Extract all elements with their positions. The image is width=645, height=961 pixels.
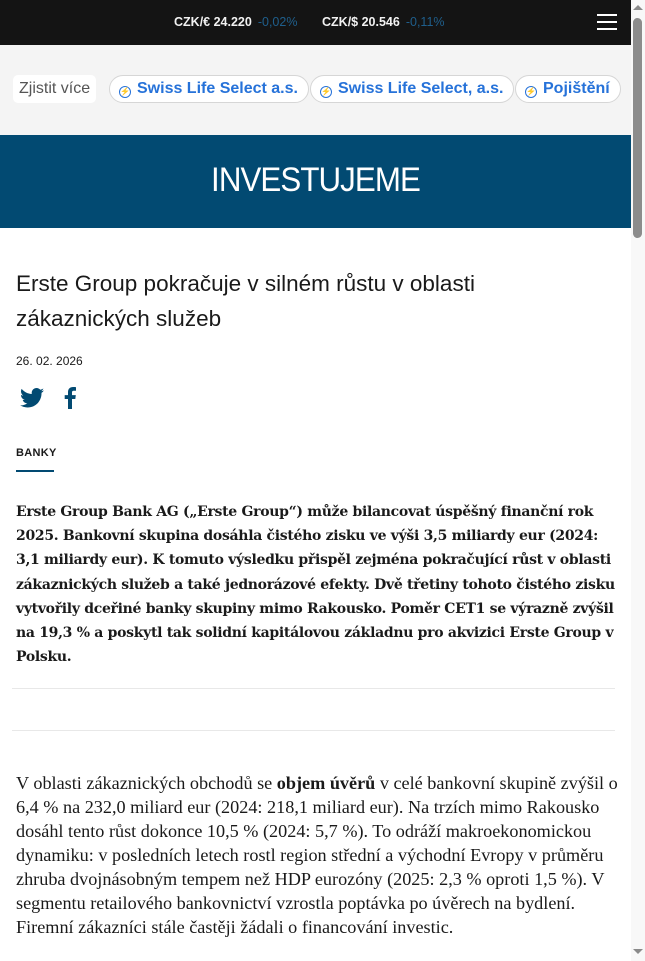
scroll-up-arrow-icon[interactable] bbox=[633, 5, 643, 10]
rate-usd-change: -0,11% bbox=[405, 15, 445, 29]
rate-usd-value: CZK/$ 20.546 bbox=[322, 15, 400, 29]
vertical-scrollbar[interactable] bbox=[631, 0, 645, 961]
bolt-circle-icon: ⚡ bbox=[526, 87, 536, 96]
chip-pojisteni[interactable] bbox=[515, 75, 621, 103]
chip-label: Pojištění bbox=[543, 80, 610, 97]
article-date: 26. 02. 2026 bbox=[16, 354, 83, 368]
divider bbox=[12, 730, 615, 731]
currency-ticker-bar bbox=[0, 0, 631, 45]
twitter-icon[interactable] bbox=[20, 388, 44, 408]
article-lead: Erste Group Bank AG („Erste Group“) může bilancovat úspěšný finanční rok 2025. Bankovní skupina dosáhla čistého zisku ve výši 3,5 miliardy eur (2024: 3,1 miliardy eur). K tomuto výsledku přispěl zejména pokračující růst v oblasti zákaznických služeb a také jednorázové efekty. Dvě třetiny tohoto čistého zisku vytvořily dceřiné banky skupiny mimo Rakousko. Poměr CET1 se výrazně zvýšil na 19,3 % a poskytl tak solidní kapitálovou základnu pro akvizici Erste Group v Polsku. bbox=[16, 504, 615, 666]
divider bbox=[12, 688, 615, 689]
learn-more-label: Zjistit více bbox=[13, 75, 96, 103]
chip-label: Swiss Life Select, a.s. bbox=[338, 80, 504, 97]
article-title: Erste Group pokračuje v silném růstu v oblasti zákaznických služeb bbox=[16, 271, 475, 331]
article-paragraph bbox=[16, 771, 621, 939]
paragraph-bold-text: objem úvěrů bbox=[276, 773, 376, 793]
chip-swiss-life-select-as[interactable] bbox=[310, 75, 514, 103]
chip-swiss-life-select[interactable] bbox=[109, 75, 309, 103]
category-tag-banky[interactable]: BANKY bbox=[16, 447, 57, 459]
tag-underline bbox=[16, 470, 54, 472]
hamburger-icon[interactable] bbox=[597, 14, 617, 31]
paragraph-text: v celé bankovní skupině zvýšil o 6,4 % na 232,0 miliard eur (2024: 218,1 miliard eur). Na trzích mimo Rakousko dosáhl tento růst dokonce 10,5 % (2024: 5,7 %). To odráží makroekonomickou dynamiku: v posledních letech rostl region střední a východní Evropy v průměru zhruba dvojnásobným tempem než HDP eurozóny (2025: 2,3 % oproti 1,5 %). V segmentu retailového bankovnictví vzrostla poptávka po úvěrech na bydlení. Firemní zákazníci stále častěji žádali o financování investic. bbox=[16, 773, 618, 937]
brand-banner bbox=[0, 135, 631, 228]
rate-eur-value: CZK/€ 24.220 bbox=[174, 15, 252, 29]
scroll-thumb[interactable] bbox=[633, 18, 642, 238]
bolt-circle-icon: ⚡ bbox=[321, 87, 331, 96]
rate-eur-change: -0,02% bbox=[257, 15, 298, 29]
facebook-icon[interactable] bbox=[62, 387, 78, 409]
chip-label: Swiss Life Select a.s. bbox=[137, 80, 298, 97]
rate-eur bbox=[174, 15, 297, 29]
rate-usd bbox=[322, 15, 445, 29]
paragraph-text: V oblasti zákaznických obchodů se bbox=[16, 773, 277, 793]
scroll-down-arrow-icon[interactable] bbox=[633, 949, 643, 954]
bolt-circle-icon: ⚡ bbox=[120, 87, 130, 96]
site-logo[interactable]: INVESTUJEME bbox=[211, 161, 420, 199]
